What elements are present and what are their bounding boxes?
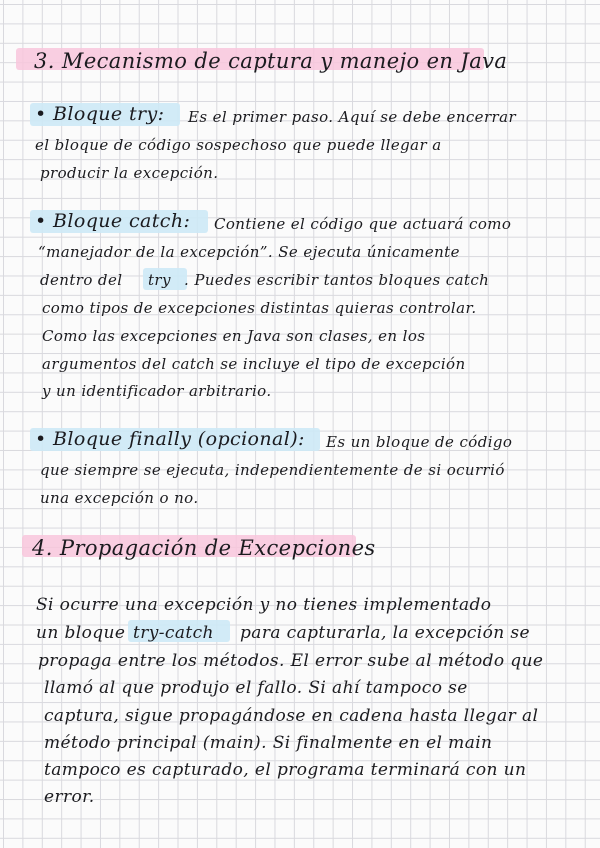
propagation-line-8: error. [44, 787, 95, 807]
catch-line-5: Como las excepciones en Java son clases, en los [42, 327, 426, 345]
catch-line-2: “manejador de la excepción”. Se ejecuta únicamente [38, 243, 460, 261]
finally-term: • Bloque finally (opcional): [35, 428, 305, 450]
finally-line-3: una excepción o no. [40, 489, 199, 507]
try-line-2: el bloque de código sospechoso que puede llegar a [35, 136, 442, 154]
section-3-heading: 3. Mecanismo de captura y manejo en Java [34, 49, 508, 73]
finally-line-2: que siempre se ejecuta, independientemente de si ocurrió [40, 461, 505, 479]
propagation-line-1: Si ocurre una excepción y no tienes implementado [36, 595, 492, 615]
propagation-line-7: tampoco es capturado, el programa terminará con un [44, 760, 527, 780]
propagation-line-2a: un bloque [36, 623, 126, 643]
propagation-line-4: llamó al que produjo el fallo. Si ahí tampoco se [44, 678, 468, 698]
catch-inline-try: try [148, 271, 171, 289]
propagation-line-2b: para capturarla, la excepción se [240, 623, 530, 643]
propagation-inline-try-catch: try-catch [133, 623, 214, 643]
catch-line-6: argumentos del catch se incluye el tipo de excepción [42, 355, 466, 373]
try-term: • Bloque try: [35, 103, 165, 125]
try-line-1: Es el primer paso. Aquí se debe encerrar [188, 108, 517, 126]
propagation-line-3: propaga entre los métodos. El error sube al método que [38, 651, 544, 671]
catch-line-4: como tipos de excepciones distintas quieras controlar. [42, 299, 477, 317]
catch-line-3a: dentro del [40, 271, 123, 289]
try-line-3: producir la excepción. [40, 164, 219, 182]
catch-line-3b: . Puedes escribir tantos bloques catch [184, 271, 490, 289]
finally-line-1: Es un bloque de código [326, 433, 513, 451]
catch-line-7: y un identificador arbitrario. [42, 382, 272, 400]
catch-term: • Bloque catch: [35, 210, 191, 232]
catch-line-1: Contiene el código que actuará como [214, 215, 512, 233]
propagation-line-5: captura, sigue propagándose en cadena hasta llegar al [44, 706, 539, 726]
section-4-heading: 4. Propagación de Excepciones [32, 536, 376, 560]
propagation-line-6: método principal (main). Si finalmente en el main [44, 733, 493, 753]
